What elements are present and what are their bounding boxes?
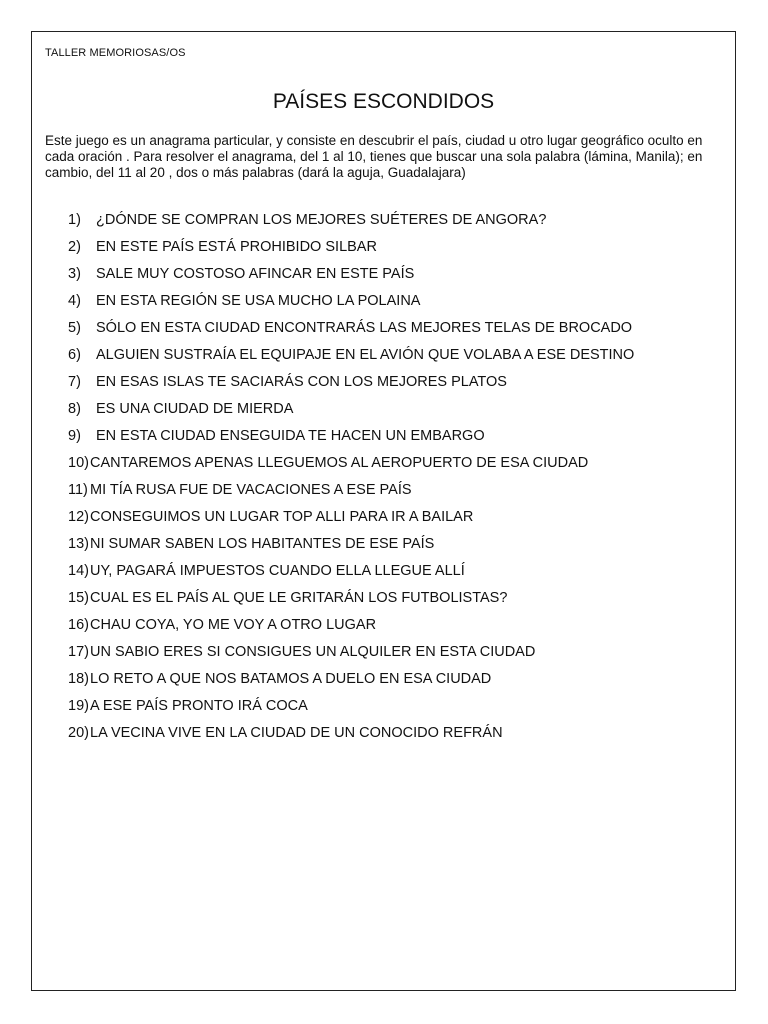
question-text: EN ESTE PAÍS ESTÁ PROHIBIDO SILBAR bbox=[96, 239, 377, 255]
header-label: TALLER MEMORIOSAS/OS bbox=[45, 47, 186, 59]
list-item bbox=[68, 671, 634, 698]
question-text: EN ESTA CIUDAD ENSEGUIDA TE HACEN UN EMBARGO bbox=[96, 428, 485, 444]
question-number: 11) bbox=[68, 482, 88, 498]
question-number: 9) bbox=[68, 428, 81, 444]
question-number: 8) bbox=[68, 401, 81, 417]
list-item bbox=[68, 644, 634, 671]
list-item bbox=[68, 617, 634, 644]
question-list bbox=[68, 212, 634, 752]
question-text: ¿DÓNDE SE COMPRAN LOS MEJORES SUÉTERES DE ANGORA? bbox=[96, 212, 547, 228]
list-item bbox=[68, 320, 634, 347]
question-text: LO RETO A QUE NOS BATAMOS A DUELO EN ESA CIUDAD bbox=[90, 671, 492, 687]
question-text: UN SABIO ERES SI CONSIGUES UN ALQUILER EN ESTA CIUDAD bbox=[90, 644, 536, 660]
question-number: 16) bbox=[68, 617, 89, 633]
intro-paragraph: Este juego es un anagrama particular, y consiste en descubrir el país, ciudad u otro lugar geográfico oculto en cada oración . Para resolver el anagrama, del 1 al 10, tienes que buscar una sola palabra (lámina, Manila); en cambio, del 11 al 20 , dos o más palabras (dará la aguja, Guadalajara) bbox=[45, 133, 703, 180]
question-number: 2) bbox=[68, 239, 81, 255]
list-item bbox=[68, 401, 634, 428]
question-text: CANTAREMOS APENAS LLEGUEMOS AL AEROPUERTO DE ESA CIUDAD bbox=[90, 455, 589, 471]
list-item bbox=[68, 374, 634, 401]
question-text: CUAL ES EL PAÍS AL QUE LE GRITARÁN LOS FUTBOLISTAS? bbox=[90, 590, 508, 606]
list-item bbox=[68, 590, 634, 617]
list-item bbox=[68, 239, 634, 266]
list-item bbox=[68, 212, 634, 239]
question-number: 1) bbox=[68, 212, 81, 228]
question-number: 14) bbox=[68, 563, 89, 579]
list-item bbox=[68, 482, 634, 509]
question-text: SALE MUY COSTOSO AFINCAR EN ESTE PAÍS bbox=[96, 266, 415, 282]
question-text: LA VECINA VIVE EN LA CIUDAD DE UN CONOCIDO REFRÁN bbox=[90, 725, 503, 741]
list-item bbox=[68, 428, 634, 455]
list-item bbox=[68, 455, 634, 482]
list-item bbox=[68, 347, 634, 374]
question-number: 3) bbox=[68, 266, 81, 282]
question-number: 18) bbox=[68, 671, 89, 687]
question-text: ES UNA CIUDAD DE MIERDA bbox=[96, 401, 294, 417]
question-text: EN ESTA REGIÓN SE USA MUCHO LA POLAINA bbox=[96, 293, 421, 309]
list-item bbox=[68, 725, 634, 752]
document-title: PAÍSES ESCONDIDOS bbox=[272, 90, 495, 113]
question-number: 19) bbox=[68, 698, 89, 714]
question-number: 20) bbox=[68, 725, 89, 741]
question-text: UY, PAGARÁ IMPUESTOS CUANDO ELLA LLEGUE ALLÍ bbox=[90, 563, 465, 579]
question-text: A ESE PAÍS PRONTO IRÁ COCA bbox=[90, 698, 308, 714]
question-text: ALGUIEN SUSTRAÍA EL EQUIPAJE EN EL AVIÓN QUE VOLABA A ESE DESTINO bbox=[96, 347, 635, 363]
question-text: SÓLO EN ESTA CIUDAD ENCONTRARÁS LAS MEJORES TELAS DE BROCADO bbox=[96, 320, 633, 336]
question-number: 6) bbox=[68, 347, 81, 363]
question-number: 4) bbox=[68, 293, 81, 309]
question-number: 13) bbox=[68, 536, 89, 552]
question-text: CHAU COYA, YO ME VOY A OTRO LUGAR bbox=[90, 617, 377, 633]
list-item bbox=[68, 536, 634, 563]
question-number: 5) bbox=[68, 320, 81, 336]
question-number: 10) bbox=[68, 455, 89, 471]
question-text: MI TÍA RUSA FUE DE VACACIONES A ESE PAÍS bbox=[90, 482, 412, 498]
list-item bbox=[68, 293, 634, 320]
list-item bbox=[68, 563, 634, 590]
question-number: 17) bbox=[68, 644, 89, 660]
list-item bbox=[68, 698, 634, 725]
page-frame bbox=[31, 31, 736, 991]
list-item bbox=[68, 509, 634, 536]
question-text: NI SUMAR SABEN LOS HABITANTES DE ESE PAÍS bbox=[90, 536, 435, 552]
question-text: CONSEGUIMOS UN LUGAR TOP ALLI PARA IR A BAILAR bbox=[90, 509, 474, 525]
question-number: 7) bbox=[68, 374, 81, 390]
question-text: EN ESAS ISLAS TE SACIARÁS CON LOS MEJORES PLATOS bbox=[96, 374, 507, 390]
question-number: 12) bbox=[68, 509, 89, 525]
question-number: 15) bbox=[68, 590, 89, 606]
list-item bbox=[68, 266, 634, 293]
